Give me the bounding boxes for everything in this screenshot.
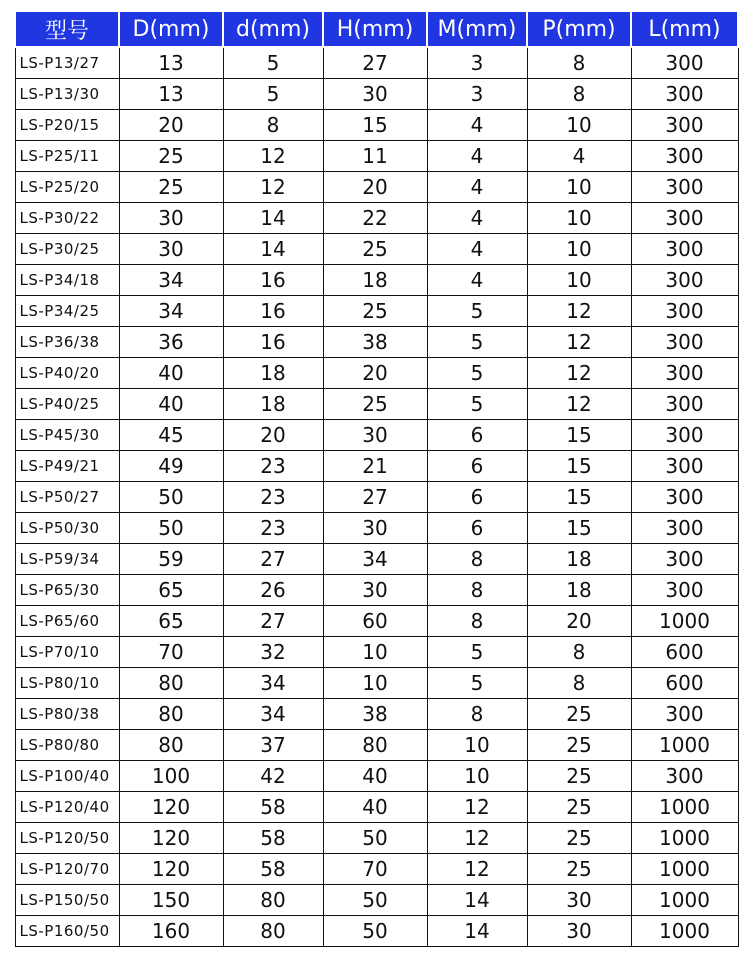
table-row [15,389,738,420]
cell-thread: 3 [427,47,527,79]
cell-pitch: 25 [527,730,631,761]
cell-pitch: 10 [527,172,631,203]
cell-model: LS-P30/22 [15,203,119,234]
table-row [15,792,738,823]
cell-length: 300 [631,544,738,575]
cell-length: 300 [631,389,738,420]
header-height: H(mm) [323,11,427,47]
table-row [15,637,738,668]
cell-inner-diameter: 23 [223,513,323,544]
table-row [15,327,738,358]
cell-length: 1000 [631,823,738,854]
header-outer-diameter: D(mm) [119,11,223,47]
cell-height: 40 [323,792,427,823]
cell-thread: 4 [427,203,527,234]
cell-height: 60 [323,606,427,637]
cell-height: 25 [323,234,427,265]
cell-inner-diameter: 58 [223,823,323,854]
cell-thread: 4 [427,234,527,265]
cell-length: 1000 [631,730,738,761]
cell-inner-diameter: 20 [223,420,323,451]
cell-model: LS-P59/34 [15,544,119,575]
cell-height: 10 [323,668,427,699]
cell-height: 38 [323,699,427,730]
cell-inner-diameter: 27 [223,544,323,575]
table-row [15,420,738,451]
cell-outer-diameter: 150 [119,885,223,916]
cell-pitch: 25 [527,699,631,730]
cell-length: 300 [631,172,738,203]
cell-outer-diameter: 30 [119,234,223,265]
cell-outer-diameter: 50 [119,482,223,513]
cell-pitch: 12 [527,296,631,327]
table-row [15,761,738,792]
cell-pitch: 18 [527,544,631,575]
cell-height: 50 [323,916,427,947]
cell-thread: 5 [427,637,527,668]
cell-length: 1000 [631,854,738,885]
cell-inner-diameter: 18 [223,358,323,389]
cell-outer-diameter: 45 [119,420,223,451]
cell-model: LS-P40/20 [15,358,119,389]
cell-model: LS-P30/25 [15,234,119,265]
cell-outer-diameter: 25 [119,172,223,203]
cell-model: LS-P160/50 [15,916,119,947]
cell-height: 25 [323,389,427,420]
cell-thread: 6 [427,420,527,451]
cell-pitch: 25 [527,823,631,854]
cell-model: LS-P70/10 [15,637,119,668]
cell-thread: 6 [427,451,527,482]
cell-inner-diameter: 16 [223,265,323,296]
cell-inner-diameter: 23 [223,482,323,513]
cell-thread: 8 [427,544,527,575]
table-row [15,482,738,513]
cell-outer-diameter: 120 [119,854,223,885]
cell-model: LS-P13/30 [15,79,119,110]
cell-inner-diameter: 80 [223,885,323,916]
cell-length: 1000 [631,792,738,823]
cell-outer-diameter: 120 [119,823,223,854]
cell-length: 300 [631,296,738,327]
cell-outer-diameter: 65 [119,575,223,606]
cell-model: LS-P80/80 [15,730,119,761]
table-row [15,513,738,544]
cell-thread: 4 [427,141,527,172]
table-row [15,203,738,234]
cell-model: LS-P120/40 [15,792,119,823]
cell-inner-diameter: 8 [223,110,323,141]
cell-inner-diameter: 34 [223,668,323,699]
cell-inner-diameter: 5 [223,47,323,79]
table-row [15,575,738,606]
cell-length: 300 [631,761,738,792]
cell-inner-diameter: 16 [223,327,323,358]
cell-thread: 4 [427,110,527,141]
cell-thread: 8 [427,699,527,730]
cell-inner-diameter: 37 [223,730,323,761]
cell-pitch: 30 [527,916,631,947]
cell-thread: 10 [427,761,527,792]
cell-pitch: 30 [527,885,631,916]
cell-thread: 12 [427,792,527,823]
cell-thread: 14 [427,916,527,947]
cell-length: 1000 [631,916,738,947]
cell-model: LS-P34/25 [15,296,119,327]
cell-outer-diameter: 80 [119,730,223,761]
cell-outer-diameter: 13 [119,47,223,79]
cell-outer-diameter: 34 [119,265,223,296]
cell-thread: 12 [427,823,527,854]
cell-length: 300 [631,47,738,79]
table-row [15,141,738,172]
cell-inner-diameter: 34 [223,699,323,730]
table-row [15,296,738,327]
cell-height: 30 [323,79,427,110]
cell-pitch: 18 [527,575,631,606]
cell-model: LS-P45/30 [15,420,119,451]
cell-thread: 8 [427,606,527,637]
cell-thread: 5 [427,668,527,699]
cell-pitch: 8 [527,637,631,668]
cell-height: 18 [323,265,427,296]
cell-height: 30 [323,420,427,451]
table-row [15,854,738,885]
cell-inner-diameter: 58 [223,854,323,885]
header-pitch: P(mm) [527,11,631,47]
cell-outer-diameter: 80 [119,699,223,730]
cell-thread: 5 [427,389,527,420]
cell-outer-diameter: 49 [119,451,223,482]
cell-height: 34 [323,544,427,575]
cell-thread: 3 [427,79,527,110]
cell-model: LS-P80/10 [15,668,119,699]
cell-pitch: 25 [527,761,631,792]
cell-thread: 12 [427,854,527,885]
cell-thread: 14 [427,885,527,916]
cell-outer-diameter: 120 [119,792,223,823]
cell-length: 300 [631,265,738,296]
cell-model: LS-P100/40 [15,761,119,792]
table-row [15,234,738,265]
cell-length: 300 [631,513,738,544]
cell-height: 70 [323,854,427,885]
table-row [15,47,738,79]
spec-table [14,10,739,947]
cell-pitch: 8 [527,47,631,79]
cell-inner-diameter: 27 [223,606,323,637]
cell-outer-diameter: 40 [119,358,223,389]
cell-pitch: 10 [527,265,631,296]
table-row [15,916,738,947]
table-row [15,544,738,575]
cell-length: 300 [631,451,738,482]
cell-thread: 4 [427,265,527,296]
cell-length: 300 [631,141,738,172]
cell-pitch: 10 [527,203,631,234]
cell-height: 80 [323,730,427,761]
cell-pitch: 10 [527,110,631,141]
table-row [15,451,738,482]
cell-model: LS-P150/50 [15,885,119,916]
cell-pitch: 12 [527,327,631,358]
cell-height: 20 [323,358,427,389]
cell-thread: 6 [427,482,527,513]
cell-pitch: 8 [527,668,631,699]
cell-outer-diameter: 50 [119,513,223,544]
cell-inner-diameter: 14 [223,234,323,265]
cell-outer-diameter: 40 [119,389,223,420]
cell-length: 300 [631,203,738,234]
cell-length: 300 [631,699,738,730]
cell-pitch: 25 [527,792,631,823]
cell-pitch: 15 [527,451,631,482]
cell-model: LS-P120/70 [15,854,119,885]
cell-outer-diameter: 25 [119,141,223,172]
cell-inner-diameter: 23 [223,451,323,482]
cell-model: LS-P65/30 [15,575,119,606]
cell-model: LS-P20/15 [15,110,119,141]
cell-length: 600 [631,637,738,668]
cell-pitch: 10 [527,234,631,265]
cell-outer-diameter: 13 [119,79,223,110]
cell-model: LS-P80/38 [15,699,119,730]
cell-inner-diameter: 14 [223,203,323,234]
cell-inner-diameter: 32 [223,637,323,668]
cell-model: LS-P34/18 [15,265,119,296]
cell-outer-diameter: 100 [119,761,223,792]
cell-model: LS-P50/30 [15,513,119,544]
table-row [15,358,738,389]
cell-inner-diameter: 12 [223,172,323,203]
cell-pitch: 12 [527,389,631,420]
cell-height: 22 [323,203,427,234]
cell-length: 300 [631,482,738,513]
cell-length: 300 [631,327,738,358]
table-row [15,606,738,637]
cell-inner-diameter: 5 [223,79,323,110]
cell-model: LS-P13/27 [15,47,119,79]
cell-inner-diameter: 18 [223,389,323,420]
header-row [15,11,738,47]
table-row [15,730,738,761]
cell-inner-diameter: 12 [223,141,323,172]
table-row [15,699,738,730]
cell-height: 30 [323,575,427,606]
cell-model: LS-P50/27 [15,482,119,513]
cell-outer-diameter: 36 [119,327,223,358]
cell-height: 20 [323,172,427,203]
cell-inner-diameter: 42 [223,761,323,792]
header-length: L(mm) [631,11,738,47]
cell-height: 40 [323,761,427,792]
cell-height: 50 [323,823,427,854]
cell-height: 30 [323,513,427,544]
header-inner-diameter: d(mm) [223,11,323,47]
table-row [15,823,738,854]
cell-height: 11 [323,141,427,172]
cell-height: 15 [323,110,427,141]
cell-pitch: 15 [527,482,631,513]
cell-pitch: 20 [527,606,631,637]
cell-model: LS-P40/25 [15,389,119,420]
cell-height: 38 [323,327,427,358]
cell-length: 300 [631,79,738,110]
cell-height: 50 [323,885,427,916]
cell-model: LS-P25/11 [15,141,119,172]
cell-length: 1000 [631,606,738,637]
cell-thread: 8 [427,575,527,606]
cell-length: 300 [631,110,738,141]
cell-height: 21 [323,451,427,482]
cell-height: 27 [323,47,427,79]
table-row [15,668,738,699]
cell-model: LS-P49/21 [15,451,119,482]
table-row [15,172,738,203]
cell-outer-diameter: 59 [119,544,223,575]
cell-height: 27 [323,482,427,513]
header-thread: M(mm) [427,11,527,47]
spec-table-body [15,47,738,947]
cell-outer-diameter: 20 [119,110,223,141]
table-row [15,265,738,296]
table-row [15,110,738,141]
cell-pitch: 15 [527,513,631,544]
spec-table-header [15,11,738,47]
cell-thread: 6 [427,513,527,544]
header-model: 型号 [15,11,119,47]
cell-thread: 5 [427,327,527,358]
cell-thread: 4 [427,172,527,203]
cell-thread: 5 [427,296,527,327]
cell-length: 300 [631,420,738,451]
cell-height: 10 [323,637,427,668]
cell-outer-diameter: 70 [119,637,223,668]
cell-pitch: 12 [527,358,631,389]
cell-outer-diameter: 65 [119,606,223,637]
cell-thread: 10 [427,730,527,761]
table-row [15,885,738,916]
cell-inner-diameter: 26 [223,575,323,606]
cell-inner-diameter: 58 [223,792,323,823]
cell-length: 600 [631,668,738,699]
cell-length: 1000 [631,885,738,916]
cell-outer-diameter: 34 [119,296,223,327]
cell-length: 300 [631,575,738,606]
cell-outer-diameter: 160 [119,916,223,947]
cell-model: LS-P65/60 [15,606,119,637]
cell-model: LS-P120/50 [15,823,119,854]
cell-outer-diameter: 30 [119,203,223,234]
cell-inner-diameter: 16 [223,296,323,327]
cell-length: 300 [631,358,738,389]
cell-pitch: 4 [527,141,631,172]
cell-model: LS-P36/38 [15,327,119,358]
cell-thread: 5 [427,358,527,389]
cell-pitch: 8 [527,79,631,110]
cell-outer-diameter: 80 [119,668,223,699]
cell-height: 25 [323,296,427,327]
cell-length: 300 [631,234,738,265]
cell-pitch: 25 [527,854,631,885]
cell-inner-diameter: 80 [223,916,323,947]
table-row [15,79,738,110]
cell-pitch: 15 [527,420,631,451]
cell-model: LS-P25/20 [15,172,119,203]
